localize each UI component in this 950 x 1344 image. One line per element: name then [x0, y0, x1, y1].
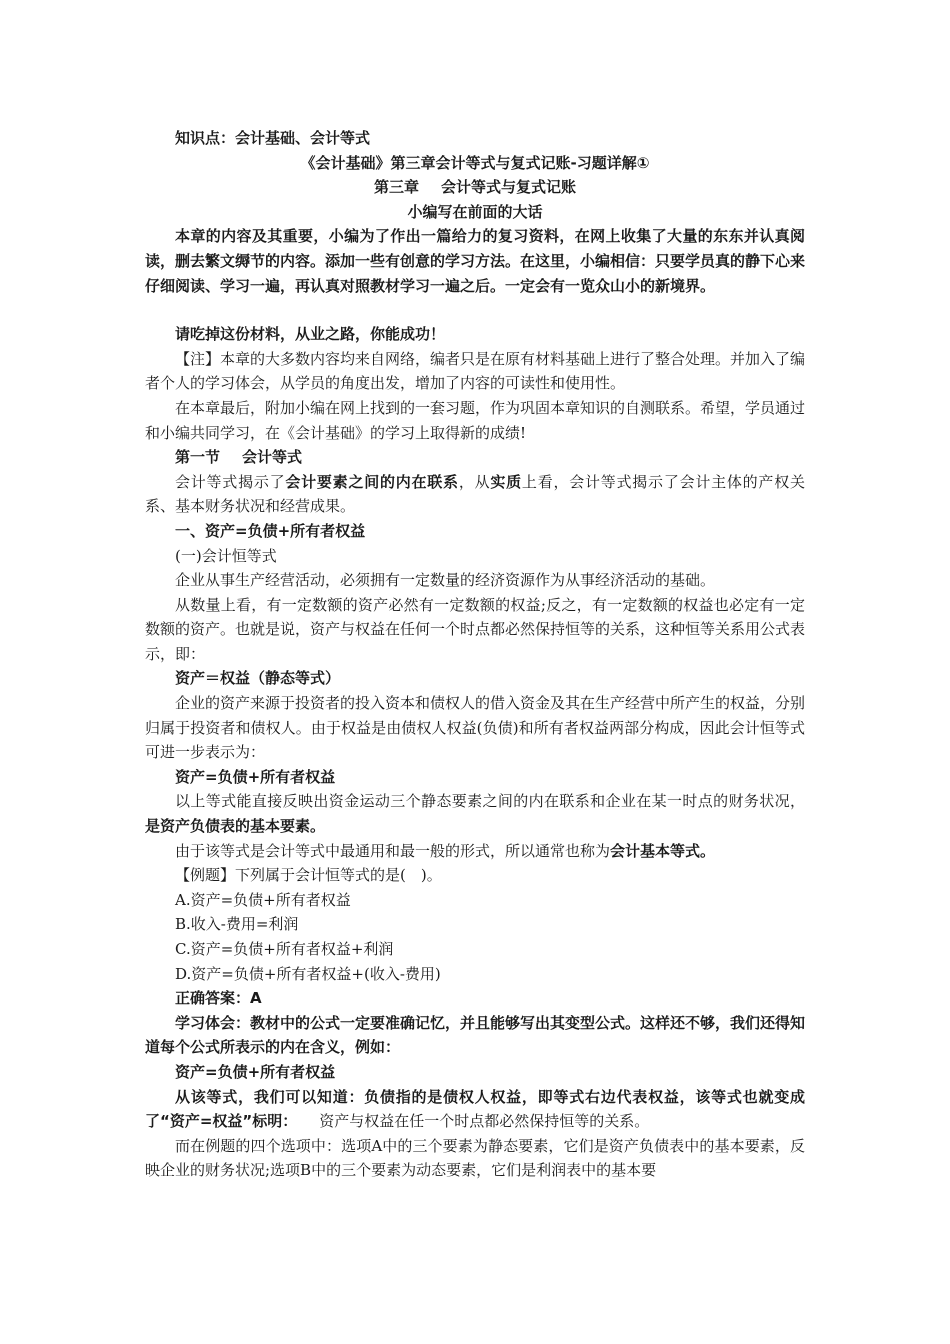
option-b: B.收入-费用=利润 — [175, 915, 299, 934]
chapter-number: 第三章 — [373, 178, 419, 197]
paragraph: 而在例题的四个选项中：选项A中的三个要素为静态要素，它们是资产负债表中的基本要素，反映企业的财务状况;选项B中的三个要素为动态要素，它们是利润表中的基本要 — [145, 1136, 805, 1180]
definition-text: 会计等式揭示了 — [175, 472, 286, 491]
option-d: D.资产=负债+所有者权益+(收入-费用) — [175, 964, 441, 983]
paragraph — [145, 1085, 805, 1134]
paragraph: 企业的资产来源于投资者的投入资本和债权人的借入资金及其在生产经营中所产生的权益，分别归属于投资者和债权人。由于权益是由债权人权益(负债)和所有者权益两部分构成，因此会计恒等式可进一步表示为： — [145, 694, 806, 762]
section-heading — [145, 445, 805, 470]
paragraph — [145, 839, 805, 864]
intro-paragraph: 本章的内容及其重要，小编为了作出一篇给力的复习资料，在网上收集了大量的东东并认真阅读，删去繁文缛节的内容。添加一些有创意的学习方法。在这里，小编相信：只要学员真的静下心来仔细阅读、学习一遍，再认真对照教材学习一遍之后。一定会有一览众山小的新境界。 — [145, 227, 806, 295]
study-note: 学习体会：教材中的公式一定要准确记忆，并且能够写出其变型公式。这样还不够，我们还得知道每个公式所表示的内在含义，例如： — [145, 1013, 806, 1057]
chapter-name: 会计等式与复式记账 — [441, 178, 577, 197]
chapter-heading — [145, 175, 805, 200]
option-c: C.资产=负债+所有者权益+利润 — [175, 940, 394, 958]
definition-bold: 会计要素之间的内在联系 — [285, 472, 459, 491]
paragraph-bold: 从该等式，我们可以知道：负债指的是债权人权益，即等式右边代表权益，该等式也就变成了“资产=权益”标明： — [145, 1087, 805, 1131]
document-title: 《会计基础》第三章会计等式与复式记账-习题详解① — [300, 153, 650, 172]
paragraph-text: 由于该等式是会计等式中最通用和最一般的形式，所以通常也称为 — [175, 841, 611, 860]
definition-paragraph — [145, 470, 805, 519]
knowledge-point: 知识点：会计基础、会计等式 — [175, 129, 371, 147]
definition-bold: 实质 — [490, 472, 522, 491]
correct-answer: 正确答案：A — [175, 989, 262, 1008]
note-paragraph: 【注】本章的大多数内容均来自网络，编者只是在原有材料基础上进行了整合处理。并加入了编者个人的学习体会，从学员的角度出发，增加了内容的可读性和使用性。 — [145, 349, 806, 393]
paragraph: 从数量上看，有一定数额的资产必然有一定数额的权益;反之，有一定数额的权益也必定有一定数额的资产。也就是说，资产与权益在任何一个时点都必然保持恒等的关系，这种恒等关系用公式表示，即： — [145, 595, 806, 663]
paragraph-bold: 会计基本等式。 — [610, 841, 716, 860]
paragraph: 企业从事生产经营活动，必须拥有一定数量的经济资源作为从事经济活动的基础。 — [175, 571, 716, 590]
paragraph-bold: 是资产负债表的基本要素。 — [145, 817, 326, 836]
paragraph-text: 以上等式能直接反映出资金运动三个静态要素之间的内在联系和企业在某一时点的财务状况， — [175, 792, 805, 811]
closing-paragraph: 在本章最后，附加小编在网上找到的一套习题，作为巩固本章知识的自测联系。希望，学员通过和小编共同学习，在《会计基础》的学习上取得新的成绩! — [145, 398, 806, 442]
subheading: (一)会计恒等式 — [175, 546, 277, 565]
section-number: 第一节 — [175, 448, 221, 467]
definition-text: 上看，会计等式揭示了会计主体的产权关系、基本财务状况和经营成果。 — [145, 472, 805, 516]
basic-equation: 资产=负债+所有者权益 — [175, 767, 336, 786]
static-equation: 资产＝权益（静态等式） — [175, 669, 341, 688]
slogan: 请吃掉这份材料，从业之路，你能成功！ — [175, 325, 446, 344]
basic-equation-2: 资产=负债+所有者权益 — [175, 1062, 336, 1081]
section-name: 会计等式 — [242, 448, 303, 467]
blank-line — [145, 298, 805, 322]
option-a: A.资产=负债+所有者权益 — [175, 890, 351, 909]
preface-title: 小编写在前面的大话 — [407, 202, 543, 221]
heading-equation: 一、资产=负债+所有者权益 — [175, 521, 366, 540]
definition-text: ，从 — [458, 472, 491, 491]
example-question: 【例题】下列属于会计恒等式的是( )。 — [175, 866, 442, 885]
paragraph — [145, 789, 805, 838]
document-page — [145, 126, 805, 1183]
paragraph-text: 资产与权益在任一个时点都必然保持恒等的关系。 — [319, 1112, 650, 1131]
